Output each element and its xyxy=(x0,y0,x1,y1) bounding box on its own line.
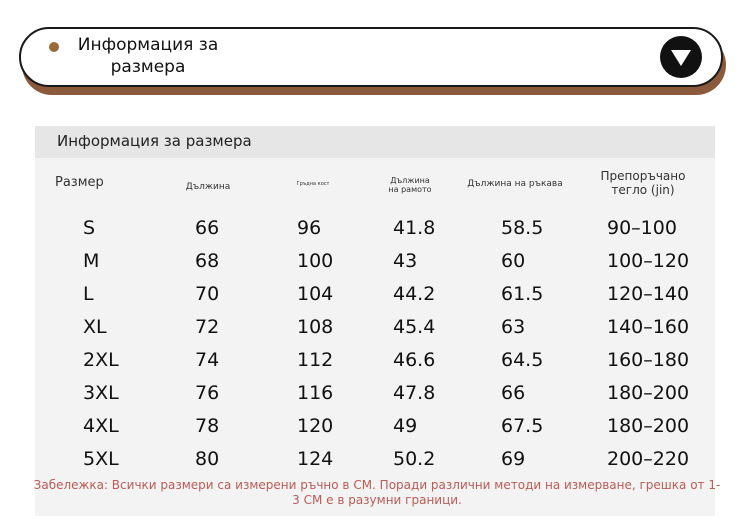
cell-length: 78 xyxy=(195,415,220,437)
cell-length: 80 xyxy=(195,448,220,470)
bullet-dot-icon xyxy=(49,42,59,52)
cell-length: 76 xyxy=(195,382,220,404)
cell-size: 4XL xyxy=(83,415,119,437)
cell-weight: 160–180 xyxy=(607,349,690,371)
measurement-note: Забележка: Всички размери са измерени ръчно в СМ. Поради различни методи на измерване, грешка от 1-3 СМ е в разумни граници. xyxy=(33,478,721,507)
cell-chest: 124 xyxy=(297,448,334,470)
cell-shoulder: 41.8 xyxy=(393,217,436,239)
cell-sleeve: 58.5 xyxy=(501,217,544,239)
cell-sleeve: 66 xyxy=(501,382,526,404)
col-header-size: Размер xyxy=(55,175,104,190)
size-table-panel xyxy=(35,126,715,516)
cell-weight: 90–100 xyxy=(607,217,677,239)
col-header-shoulder-line2: на рамото xyxy=(388,185,432,195)
cell-chest: 116 xyxy=(297,382,334,404)
cell-shoulder: 49 xyxy=(393,415,418,437)
cell-weight: 180–200 xyxy=(607,415,690,437)
expand-toggle-button[interactable] xyxy=(660,36,702,78)
cell-size: XL xyxy=(83,316,107,338)
col-header-sleeve: Дължина на ръкава xyxy=(467,179,563,189)
col-header-weight-line2: тегло (jin) xyxy=(611,182,675,197)
col-header-weight xyxy=(593,170,693,198)
col-header-length: Дължина xyxy=(185,182,231,192)
cell-sleeve: 63 xyxy=(501,316,526,338)
header-title-line2: размера xyxy=(110,57,186,77)
cell-weight: 120–140 xyxy=(607,283,690,305)
cell-chest: 104 xyxy=(297,283,334,305)
cell-sleeve: 67.5 xyxy=(501,415,544,437)
cell-sleeve: 60 xyxy=(501,250,526,272)
size-table-header-bar xyxy=(35,126,715,158)
cell-sleeve: 64.5 xyxy=(501,349,544,371)
col-header-chest: Гръдна кост xyxy=(296,181,330,187)
cell-size: 3XL xyxy=(83,382,119,404)
cell-chest: 96 xyxy=(297,217,322,239)
header-title xyxy=(63,34,233,78)
cell-size: M xyxy=(83,250,100,272)
size-table-title: Информация за размера xyxy=(57,132,252,150)
cell-size: S xyxy=(83,217,96,239)
cell-chest: 108 xyxy=(297,316,334,338)
cell-sleeve: 61.5 xyxy=(501,283,544,305)
chevron-down-icon xyxy=(670,48,692,68)
cell-chest: 112 xyxy=(297,349,334,371)
cell-shoulder: 44.2 xyxy=(393,283,436,305)
col-header-weight-line1: Препоръчано xyxy=(600,169,686,183)
cell-shoulder: 45.4 xyxy=(393,316,436,338)
cell-shoulder: 50.2 xyxy=(393,448,436,470)
cell-shoulder: 47.8 xyxy=(393,382,436,404)
cell-weight: 140–160 xyxy=(607,316,690,338)
cell-weight: 180–200 xyxy=(607,382,690,404)
cell-size: 2XL xyxy=(83,349,119,371)
cell-size: 5XL xyxy=(83,448,119,470)
cell-length: 66 xyxy=(195,217,220,239)
cell-chest: 120 xyxy=(297,415,334,437)
col-header-shoulder-line1: Дължина xyxy=(390,176,430,185)
cell-shoulder: 43 xyxy=(393,250,418,272)
cell-weight: 200–220 xyxy=(607,448,690,470)
cell-length: 74 xyxy=(195,349,220,371)
cell-length: 68 xyxy=(195,250,220,272)
cell-length: 70 xyxy=(195,283,220,305)
header-title-line1: Информация за xyxy=(77,35,219,55)
cell-weight: 100–120 xyxy=(607,250,690,272)
cell-shoulder: 46.6 xyxy=(393,349,436,371)
cell-length: 72 xyxy=(195,316,220,338)
cell-sleeve: 69 xyxy=(501,448,526,470)
cell-size: L xyxy=(83,283,94,305)
col-header-shoulder xyxy=(383,176,437,194)
cell-chest: 100 xyxy=(297,250,334,272)
